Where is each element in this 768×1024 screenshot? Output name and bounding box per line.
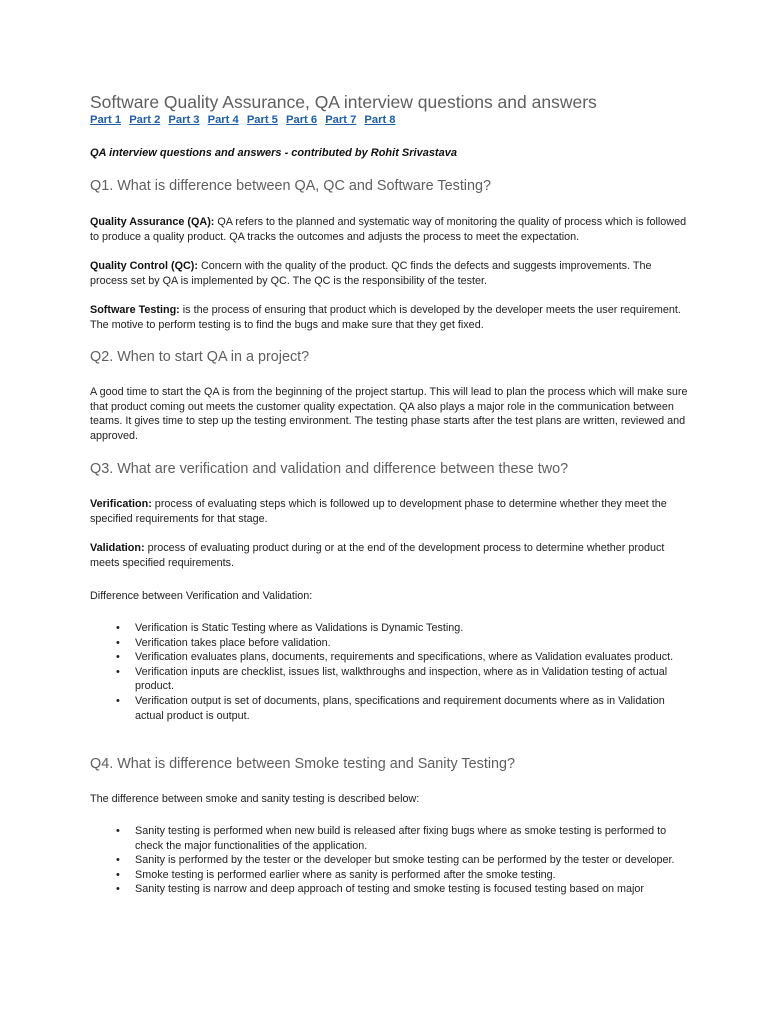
list-item: • Verification is Static Testing where as Validations is Dynamic Testing. [90, 621, 690, 636]
contributor-line: QA interview questions and answers - contributed by Rohit Srivastava [90, 147, 457, 159]
q1-qa-paragraph [90, 215, 690, 244]
part-link-2[interactable]: Part 2 [129, 114, 161, 126]
st-term: Software Testing: [90, 304, 180, 316]
list-item: • Verification output is set of documents, plans, specifications and requirement documents where as in Validation actual product is output. [90, 694, 690, 723]
part-link-5[interactable]: Part 5 [246, 114, 278, 126]
part-link-1[interactable]: Part 1 [90, 114, 122, 126]
list-item: • Sanity is performed by the tester or the developer but smoke testing can be performed by the tester or developer. [90, 853, 690, 868]
st-text: is the process of ensuring that product which is developed by the developer meets the user requirement. The motive to perform testing is to find the bugs and make sure that they get fixed. [90, 304, 681, 331]
part-link-6[interactable]: Part 6 [286, 114, 318, 126]
list-item: • Verification takes place before validation. [90, 636, 690, 651]
qa-term: Quality Assurance (QA): [90, 216, 215, 228]
q3-validation-paragraph [90, 541, 690, 570]
qc-term: Quality Control (QC): [90, 260, 198, 272]
list-item: • Verification evaluates plans, documents, requirements and specifications, where as Validation evaluates product. [90, 650, 690, 665]
q3-verification-paragraph [90, 497, 690, 526]
q3-difference-list [90, 621, 690, 723]
q4-intro: The difference between smoke and sanity testing is described below: [90, 793, 420, 805]
list-item: • Verification inputs are checklist, issues list, walkthroughs and inspection, where as in Validation testing of actual product. [90, 665, 690, 694]
q2-paragraph: A good time to start the QA is from the beginning of the project startup. This will lead to plan the process which will make sure that product coming out meets the customer quality expectation. QA also plays a major role in the communication between teams. It gives time to step up the testing environment. The testing phase starts after the test plans are written, reviewed and approved. [90, 386, 688, 442]
q4-difference-list [90, 824, 690, 897]
q4-heading: Q4. What is difference between Smoke testing and Sanity Testing? [90, 756, 516, 772]
part-link-4[interactable]: Part 4 [207, 114, 239, 126]
list-item: • Sanity testing is narrow and deep approach of testing and smoke testing is focused testing based on major [90, 882, 690, 897]
verification-term: Verification: [90, 498, 152, 510]
verification-text: process of evaluating steps which is followed up to development phase to determine whether they meet the specified requirements for that stage. [90, 498, 667, 525]
qa-text: QA refers to the planned and systematic way of monitoring the quality of process which is followed to produce a quality product. QA tracks the outcomes and adjusts the process to meet the expectation. [90, 216, 687, 243]
q3-difference-intro: Difference between Verification and Validation: [90, 590, 313, 602]
q1-st-paragraph [90, 303, 690, 332]
q1-qc-paragraph [90, 259, 690, 288]
list-item: • Smoke testing is performed earlier where as sanity is performed after the smoke testing. [90, 868, 690, 883]
page-title: Software Quality Assurance, QA interview questions and answers [90, 92, 597, 112]
validation-text: process of evaluating product during or at the end of the development process to determine whether product meets specified requirements. [90, 542, 665, 569]
q3-heading: Q3. What are verification and validation and difference between these two? [90, 461, 569, 477]
q1-heading: Q1. What is difference between QA, QC and Software Testing? [90, 178, 492, 194]
part-link-7[interactable]: Part 7 [325, 114, 357, 126]
validation-term: Validation: [90, 542, 145, 554]
list-item: • Sanity testing is performed when new build is released after fixing bugs where as smoke testing is performed to check the major functionalities of the application. [90, 824, 690, 853]
q2-heading: Q2. When to start QA in a project? [90, 349, 310, 365]
part-links [90, 114, 401, 126]
qc-text: Concern with the quality of the product. QC finds the defects and suggests improvements. The process set by QA is implemented by QC. The QC is the responsibility of the tester. [90, 260, 652, 287]
part-link-8[interactable]: Part 8 [364, 114, 396, 126]
part-link-3[interactable]: Part 3 [168, 114, 200, 126]
